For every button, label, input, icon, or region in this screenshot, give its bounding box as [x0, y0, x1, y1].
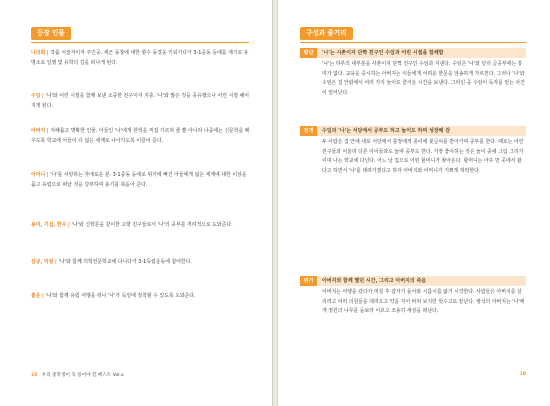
plot-section: [300, 126, 526, 176]
plot-section-header: [300, 48, 526, 58]
heading-divider: [31, 42, 249, 43]
character-description: 작품 서술자이자 주인공. 세군 동창에 대한 향수 동경을 키워가다가 3-1중동 등에를 계기로 유명소로 일했 및 유학의 길을 떠나게 된다.: [31, 50, 249, 66]
stage-title: '나'는 시촌이자 단짝 친구인 수임과 어린 시절을 함께함: [322, 50, 444, 56]
stage-summary: 어버지는 여행을 갔다가 며칠 후 갑자기 돌아와 시름시름 앓기 시작한다. 사람들은 아버지를 살리려고 여러 의원들을 데려오고 약을 지어 바쳐 보지만 헛수고로 끝난다. 병석의 아버지는 '나'에게 정원의 나무를 돌보라 이르고 조용히 세상을 떠난다.: [322, 289, 525, 315]
plot-section: [300, 48, 526, 98]
character-entry: 삼규, 익원 | '나'와 함께 의학전문학교에 다니다가 3-1독립운동에 참여한다.: [31, 259, 192, 265]
heading-divider: [300, 42, 526, 43]
stage-tag: 전개: [300, 126, 317, 136]
character-name: 삼규, 익원: [31, 259, 54, 265]
stage-title: 아버지와 함께 했던 시간, 그리고 아버지의 죽음: [322, 278, 427, 284]
stage-summary: 두 사람은 집 안에 새로 서당에서 훈장에게 종이에 붓글씨를 받아가며 공부를 한다. 때로는 어린 친구들과 어울려 다른 아이들과도 놀며 공부도 한다. 가장 좋아하는 것은 놀이 중에 그림 그리기이며 나는 학교에 다닌다. 어느 날 집으로 어떤 할머니가 찾아온다. 할머니는 아주 먼 곳에서 왔다고 하면서 '나'를 데려가겠다고 하자 아버지와 어머니가 기쁘게 허락한다.: [322, 139, 524, 174]
plot-section: [300, 276, 526, 317]
character-description: '나'와 신학문을 같이한 고향 친구들로서 '나'의 공부를 격려적으로 도와준다.: [71, 222, 233, 228]
character-description: 지혜롭고 명확한 인물. 아들인 '나'에게 한학을 직접 가르쳐 줄 뿐 아니라 나중에는 신문학을 배우도록 학교에 아들이 더 넓은 세계로 나아가도록 이끌어 준다.: [31, 128, 250, 144]
character-name: 나의회: [31, 50, 46, 56]
plot-section-header: [300, 276, 526, 286]
character-entry: 아버지 | 지혜롭고 명확한 인물. 아들인 '나'에게 한학을 직접 가르쳐 줄 뿐 아니라 나중에는 신문학을 배우도록 학교에 아들이 더 넓은 세계로 나아가도록 이끌어 준다.: [31, 128, 250, 144]
character-entry: 수임 | '나'와 어린 시절을 함께 보낸 소중한 친구이자 지층. '나'와 많은 것을 공유했으나 어린 시절 헤어지게 된다.: [31, 93, 250, 109]
character-entry: 어머니 | '나'를 사랑하는 자애로운 분. 3-1중동 등에로 위기에 빠진 아들에게 넓은 세계에 대한 이상을 품고 유럽으로 떠날 것을 당부하며 용기를 북돋아 준다.: [31, 172, 247, 188]
character-entry: 볼운 | '나'와 함께 유럽 여행을 떠나 '나'가 독일에 정착할 수 있도록 도와준다.: [31, 293, 196, 299]
character-description: '나'와 어린 시절을 함께 보낸 소중한 친구이자 지층. '나'와 많은 것을 공유했으나 어린 시절 헤어지게 된다.: [31, 93, 250, 109]
character-entry: 나의회 | 작품 서술자이자 주인공. 세군 동창에 대한 향수 동경을 키워가다가 3-1중동 등에를 계기로 유명소로 일했 및 유학의 길을 떠나게 된다.: [31, 50, 249, 66]
right-page: [277, 0, 550, 406]
page-number: 19: [519, 372, 526, 377]
plot-section-header: [300, 126, 526, 136]
character-name: 볼운: [31, 293, 41, 299]
stage-summary: '나'는 하루의 대부분을 사촌이자 단짝 친구인 수임과 지낸다. 수임은 '나'와 달리 글공부에는 흥미가 없다. 교육을 중시하는 아버지는 이들에게 어려운 한문을 암송하게 가르친다. 그러나 '나'와 수임은 집 안팎에서 여러 가지 놀이로 즐거운 시간을 보낸다. 그러던 중 수임이 독자를 얻는 사건이 일어난다.: [322, 61, 525, 96]
stage-title: 수임과 '나'는 서당에서 공부도 하고 놀이도 하며 성장해 감: [322, 128, 451, 134]
character-description: '나'와 함께 유럽 여행을 떠나 '나'가 독일에 정착할 수 있도록 도와준다.: [45, 293, 196, 299]
character-name: 수임: [31, 93, 41, 99]
section-heading-plot: 구성과 줄거리: [300, 27, 353, 40]
section-heading-characters: 등장 인물: [31, 27, 71, 40]
page-footer: [31, 372, 124, 378]
stage-tag: 발단: [300, 48, 317, 58]
page-number: 18: [31, 373, 38, 378]
left-page: [0, 0, 273, 406]
character-entry: 용미, 기섭, 한수 | '나'와 신학문을 같이한 고향 친구들로서 '나'의 공부를 격려적으로 도와준다.: [31, 222, 233, 228]
character-name: 아버지: [31, 128, 46, 134]
character-name: 어머니: [31, 172, 46, 178]
stage-tag: 위기: [300, 276, 317, 286]
page-footer: [520, 372, 526, 377]
book-series-title: 우리 중학생이 꼭 읽어야 할 베스트 Vol.x: [41, 373, 124, 378]
character-name: 용미, 기섭, 한수: [31, 222, 67, 228]
character-description: '나'를 사랑하는 자애로운 분. 3-1중동 등에로 위기에 빠진 아들에게 넓은 세계에 대한 이상을 품고 유럽으로 떠날 것을 당부하며 용기를 북돋아 준다.: [31, 172, 247, 188]
character-description: '나'와 함께 의학전문학교에 다니다가 3-1독립운동에 참여한다.: [58, 259, 192, 265]
